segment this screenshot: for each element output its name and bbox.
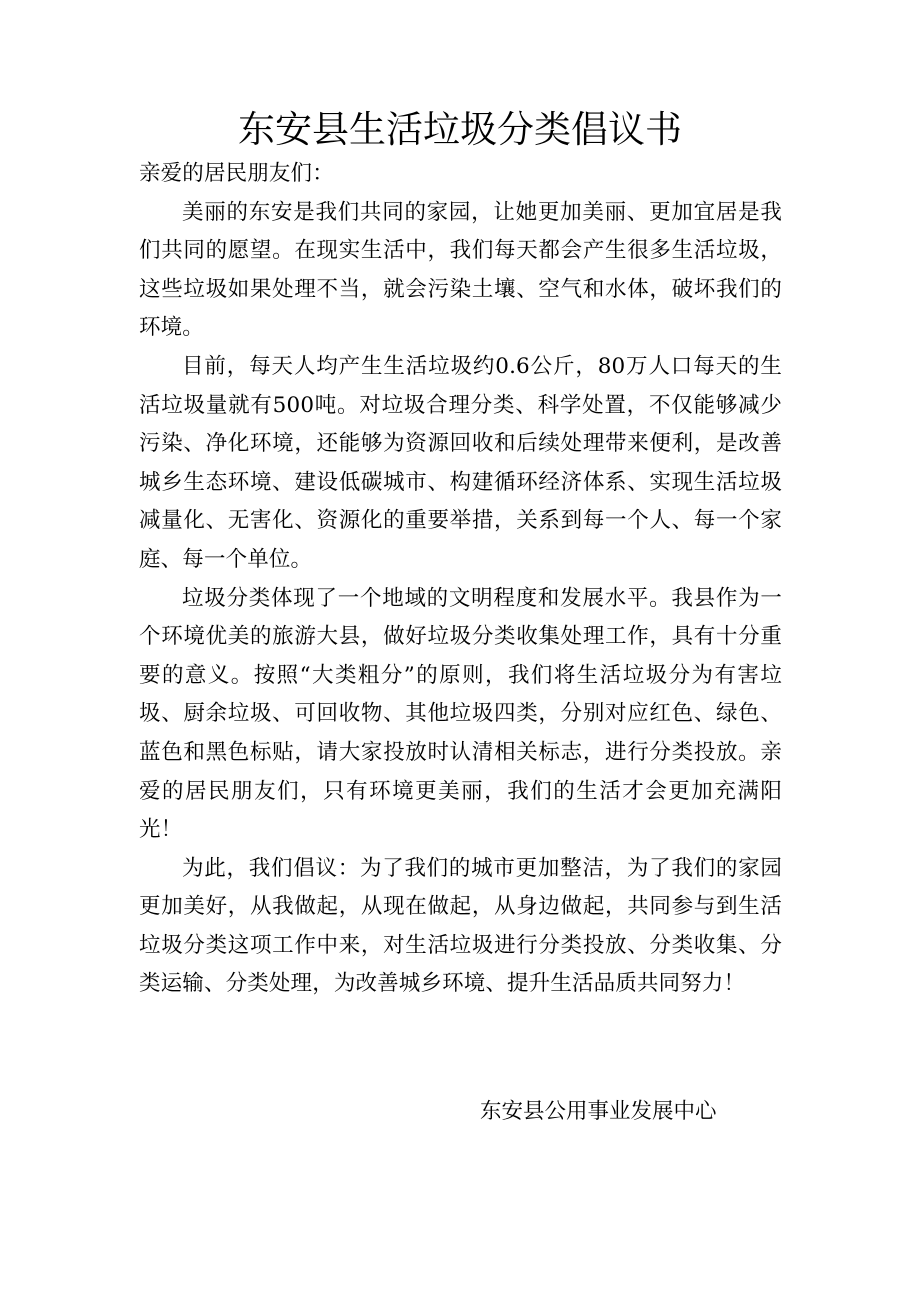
paragraph-3: 垃圾分类体现了一个地域的文明程度和发展水平。我县作为一个环境优美的旅游大县，做好垃圾分类收集处理工作，具有十分重要的意义。按照“大类粗分”的原则，我们将生活垃圾分为有害垃圾、厨余垃圾、可回收物、其他垃圾四类，分别对应红色、绿色、蓝色和黑色标贴，请大家投放时认清相关标志，进行分类投放。亲爱的居民朋友们，只有环境更美丽，我们的生活才会更加充满阳光！ [139, 585, 782, 843]
salutation: 亲爱的居民朋友们： [139, 161, 334, 186]
signature: 东安县公用事业发展中心 [480, 1099, 717, 1124]
paragraph-2: 目前，每天人均产生生活垃圾约0.6公斤，80万人口每天的生活垃圾量就有500吨。对垃圾合理分类、科学处置，不仅能够减少污染、净化环境，还能够为资源回收和后续处理带来便利，是改善城乡生态环境、建设低碳城市、构建循环经济体系、实现生活垃圾减量化、无害化、资源化的重要举措，关系到每一个人、每一个家庭、每一个单位。 [139, 353, 782, 572]
document-title: 东安县生活垃圾分类倡议书 [238, 108, 682, 151]
document-body [139, 155, 782, 1004]
paragraph-4: 为此，我们倡议：为了我们的城市更加整洁，为了我们的家园更加美好，从我做起，从现在做起，从身边做起，共同参与到生活垃圾分类这项工作中来，对生活垃圾进行分类投放、分类收集、分类运输、分类处理，为改善城乡环境、提升生活品质共同努力！ [139, 855, 782, 997]
paragraph-1: 美丽的东安是我们共同的家园，让她更加美丽、更加宜居是我们共同的愿望。在现实生活中，我们每天都会产生很多生活垃圾，这些垃圾如果处理不当，就会污染土壤、空气和水体，破坏我们的环境。 [139, 199, 782, 341]
